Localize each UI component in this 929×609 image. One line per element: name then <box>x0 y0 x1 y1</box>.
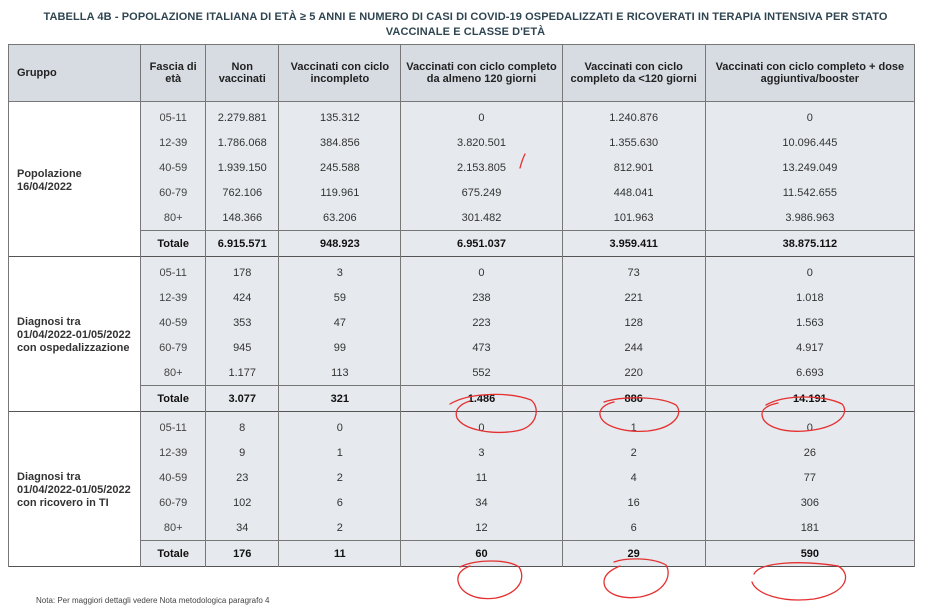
age-band-cell: 05-11 <box>141 412 206 441</box>
table-row <box>9 102 915 131</box>
value-cell-booster: 77 <box>705 465 914 490</box>
table-row <box>9 180 915 205</box>
total-cell-completo-lt120: 3.959.411 <box>562 231 705 257</box>
value-cell-booster: 0 <box>705 102 914 131</box>
age-band-cell: 40-59 <box>141 155 206 180</box>
total-cell-non-vaccinati: 3.077 <box>206 386 279 412</box>
table-title <box>8 10 923 40</box>
value-cell-completo-120: 0 <box>401 257 562 286</box>
table-row <box>9 490 915 515</box>
value-cell-completo-lt120: 448.041 <box>562 180 705 205</box>
value-cell-non-vaccinati: 2.279.881 <box>206 102 279 131</box>
value-cell-incompleto: 135.312 <box>279 102 401 131</box>
total-cell-completo-lt120: 886 <box>562 386 705 412</box>
table-row <box>9 155 915 180</box>
value-cell-non-vaccinati: 762.106 <box>206 180 279 205</box>
value-cell-non-vaccinati: 102 <box>206 490 279 515</box>
age-band-cell: 60-79 <box>141 335 206 360</box>
age-band-cell: 40-59 <box>141 465 206 490</box>
total-row <box>9 386 915 412</box>
age-band-cell: 12-39 <box>141 285 206 310</box>
group-label: Diagnosi tra 01/04/2022-01/05/2022 con ricovero in TI <box>9 412 141 567</box>
value-cell-booster: 1.563 <box>705 310 914 335</box>
value-cell-completo-lt120: 16 <box>562 490 705 515</box>
value-cell-incompleto: 0 <box>279 412 401 441</box>
value-cell-incompleto: 59 <box>279 285 401 310</box>
value-cell-non-vaccinati: 1.939.150 <box>206 155 279 180</box>
total-label: Totale <box>141 541 206 567</box>
table-row <box>9 205 915 231</box>
total-row <box>9 541 915 567</box>
value-cell-incompleto: 3 <box>279 257 401 286</box>
table-row <box>9 465 915 490</box>
header-non-vaccinati: Non vaccinati <box>206 45 279 102</box>
table-row <box>9 285 915 310</box>
total-cell-booster: 14.191 <box>705 386 914 412</box>
table-row <box>9 412 915 441</box>
total-label: Totale <box>141 386 206 412</box>
value-cell-incompleto: 113 <box>279 360 401 386</box>
total-cell-booster: 590 <box>705 541 914 567</box>
value-cell-completo-120: 0 <box>401 102 562 131</box>
age-band-cell: 60-79 <box>141 490 206 515</box>
value-cell-completo-lt120: 244 <box>562 335 705 360</box>
value-cell-incompleto: 384.856 <box>279 130 401 155</box>
value-cell-non-vaccinati: 8 <box>206 412 279 441</box>
value-cell-non-vaccinati: 1.177 <box>206 360 279 386</box>
total-cell-non-vaccinati: 6.915.571 <box>206 231 279 257</box>
value-cell-completo-lt120: 128 <box>562 310 705 335</box>
table-row <box>9 360 915 386</box>
total-cell-incompleto: 11 <box>279 541 401 567</box>
covid-table <box>8 44 915 567</box>
value-cell-incompleto: 1 <box>279 440 401 465</box>
value-cell-completo-120: 301.482 <box>401 205 562 231</box>
table-row <box>9 130 915 155</box>
value-cell-completo-lt120: 4 <box>562 465 705 490</box>
value-cell-completo-120: 0 <box>401 412 562 441</box>
age-band-cell: 05-11 <box>141 257 206 286</box>
total-row <box>9 231 915 257</box>
group-label: Popolazione 16/04/2022 <box>9 102 141 257</box>
age-band-cell: 60-79 <box>141 180 206 205</box>
value-cell-completo-lt120: 812.901 <box>562 155 705 180</box>
value-cell-non-vaccinati: 23 <box>206 465 279 490</box>
value-cell-completo-120: 223 <box>401 310 562 335</box>
total-cell-non-vaccinati: 176 <box>206 541 279 567</box>
value-cell-incompleto: 245.588 <box>279 155 401 180</box>
value-cell-booster: 4.917 <box>705 335 914 360</box>
value-cell-completo-lt120: 220 <box>562 360 705 386</box>
value-cell-completo-lt120: 2 <box>562 440 705 465</box>
header-fascia: Fascia di età <box>141 45 206 102</box>
header-gruppo: Gruppo <box>9 45 141 102</box>
table-row <box>9 440 915 465</box>
age-band-cell: 05-11 <box>141 102 206 131</box>
table-body <box>9 102 915 567</box>
value-cell-incompleto: 119.961 <box>279 180 401 205</box>
value-cell-booster: 11.542.655 <box>705 180 914 205</box>
table-row <box>9 310 915 335</box>
age-band-cell: 12-39 <box>141 130 206 155</box>
header-incompleto: Vaccinati con ciclo incompleto <box>279 45 401 102</box>
value-cell-completo-lt120: 6 <box>562 515 705 541</box>
value-cell-non-vaccinati: 148.366 <box>206 205 279 231</box>
header-completo-lt120: Vaccinati con ciclo completo da <120 giorni <box>562 45 705 102</box>
value-cell-non-vaccinati: 34 <box>206 515 279 541</box>
value-cell-incompleto: 63.206 <box>279 205 401 231</box>
value-cell-non-vaccinati: 178 <box>206 257 279 286</box>
footnote: Nota: Per maggiori dettagli vedere Nota metodologica paragrafo 4 <box>36 596 270 605</box>
value-cell-incompleto: 47 <box>279 310 401 335</box>
value-cell-booster: 26 <box>705 440 914 465</box>
age-band-cell: 12-39 <box>141 440 206 465</box>
value-cell-booster: 0 <box>705 412 914 441</box>
annotation-circle-590 <box>752 563 846 600</box>
value-cell-completo-lt120: 1.240.876 <box>562 102 705 131</box>
value-cell-non-vaccinati: 945 <box>206 335 279 360</box>
value-cell-booster: 10.096.445 <box>705 130 914 155</box>
value-cell-incompleto: 6 <box>279 490 401 515</box>
total-cell-incompleto: 321 <box>279 386 401 412</box>
header-booster: Vaccinati con ciclo completo + dose aggiuntiva/booster <box>705 45 914 102</box>
value-cell-completo-lt120: 1.355.630 <box>562 130 705 155</box>
age-band-cell: 80+ <box>141 515 206 541</box>
total-cell-booster: 38.875.112 <box>705 231 914 257</box>
value-cell-completo-120: 34 <box>401 490 562 515</box>
value-cell-completo-120: 3.820.501 <box>401 130 562 155</box>
age-band-cell: 80+ <box>141 360 206 386</box>
total-cell-completo-lt120: 29 <box>562 541 705 567</box>
value-cell-non-vaccinati: 424 <box>206 285 279 310</box>
header-completo-120: Vaccinati con ciclo completo da almeno 120 giorni <box>401 45 562 102</box>
age-band-cell: 40-59 <box>141 310 206 335</box>
value-cell-booster: 306 <box>705 490 914 515</box>
value-cell-non-vaccinati: 1.786.068 <box>206 130 279 155</box>
total-cell-completo-120: 6.951.037 <box>401 231 562 257</box>
value-cell-completo-120: 473 <box>401 335 562 360</box>
value-cell-completo-120: 11 <box>401 465 562 490</box>
group-label: Diagnosi tra 01/04/2022-01/05/2022 con ospedalizzazione <box>9 257 141 412</box>
title-line-2: VACCINALE E CLASSE D'ETÀ <box>385 26 546 38</box>
value-cell-completo-lt120: 101.963 <box>562 205 705 231</box>
header-row <box>9 45 915 102</box>
value-cell-non-vaccinati: 353 <box>206 310 279 335</box>
value-cell-incompleto: 2 <box>279 515 401 541</box>
total-label: Totale <box>141 231 206 257</box>
table-row <box>9 335 915 360</box>
value-cell-completo-120: 2.153.805 <box>401 155 562 180</box>
total-cell-completo-120: 60 <box>401 541 562 567</box>
value-cell-completo-120: 12 <box>401 515 562 541</box>
value-cell-non-vaccinati: 9 <box>206 440 279 465</box>
value-cell-completo-120: 3 <box>401 440 562 465</box>
value-cell-incompleto: 2 <box>279 465 401 490</box>
value-cell-booster: 0 <box>705 257 914 286</box>
table-row <box>9 515 915 541</box>
total-cell-completo-120: 1.486 <box>401 386 562 412</box>
value-cell-booster: 6.693 <box>705 360 914 386</box>
value-cell-booster: 1.018 <box>705 285 914 310</box>
value-cell-booster: 13.249.049 <box>705 155 914 180</box>
value-cell-completo-lt120: 221 <box>562 285 705 310</box>
value-cell-completo-120: 552 <box>401 360 562 386</box>
value-cell-completo-120: 675.249 <box>401 180 562 205</box>
value-cell-booster: 3.986.963 <box>705 205 914 231</box>
value-cell-completo-lt120: 1 <box>562 412 705 441</box>
age-band-cell: 80+ <box>141 205 206 231</box>
table-row <box>9 257 915 286</box>
title-line-1: TABELLA 4B - POPOLAZIONE ITALIANA DI ETÀ ≥ 5 ANNI E NUMERO DI CASI DI COVID-19 OSPEDALIZZATI E RICOVERATI IN TERAPIA INTENSIVA PER STATO <box>43 11 888 23</box>
value-cell-completo-lt120: 73 <box>562 257 705 286</box>
value-cell-booster: 181 <box>705 515 914 541</box>
total-cell-incompleto: 948.923 <box>279 231 401 257</box>
value-cell-incompleto: 99 <box>279 335 401 360</box>
value-cell-completo-120: 238 <box>401 285 562 310</box>
